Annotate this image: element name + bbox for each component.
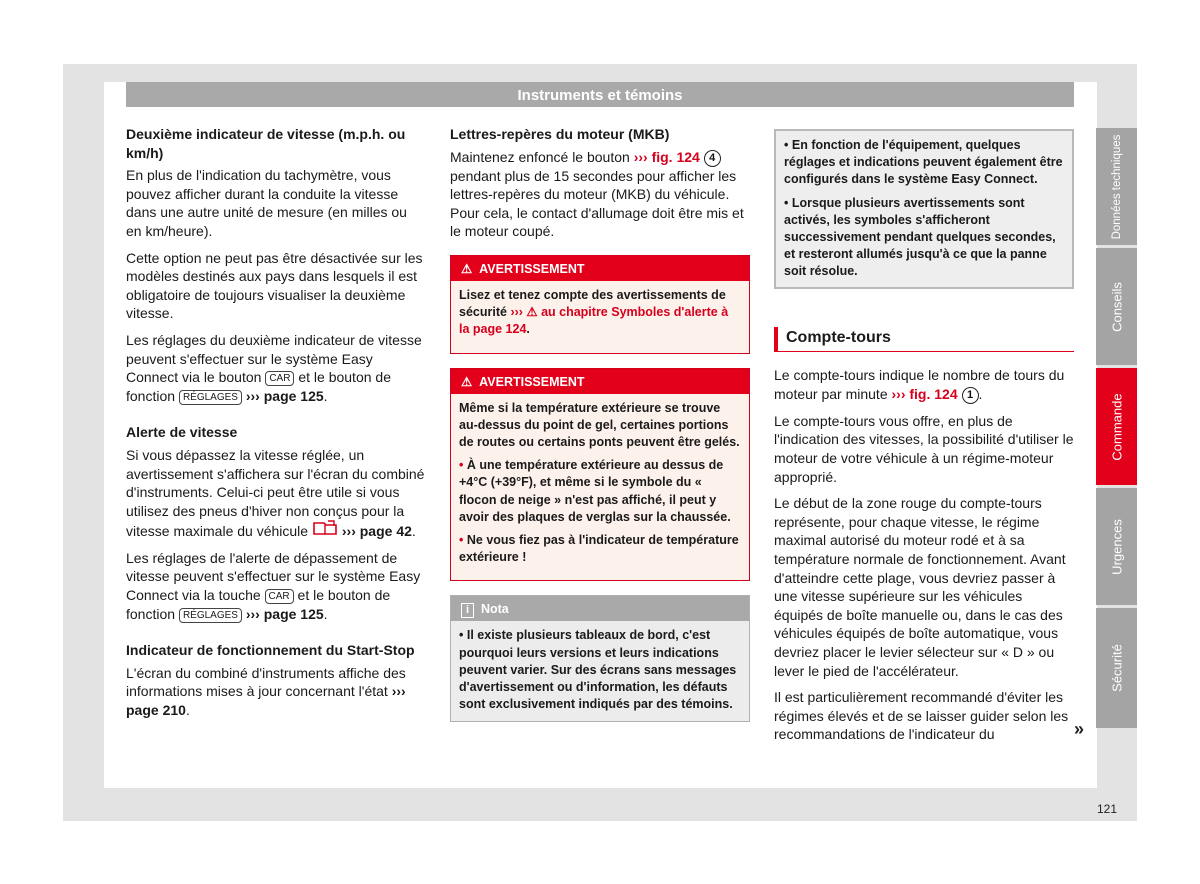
section-title: Compte-tours: [774, 327, 1074, 353]
car-key-icon: CAR: [265, 371, 294, 386]
column-3: [774, 125, 1074, 752]
column-1: [126, 125, 426, 728]
warning-body: Lisez et tenez compte des avertissements de sécurité ››› ⚠ au chapitre Symboles d'alerte à la page 124.: [459, 287, 729, 337]
heading-speed-alert: Alerte de vitesse: [126, 424, 238, 441]
warning-box-2: [450, 368, 750, 582]
paragraph: Le compte-tours indique le nombre de tours du moteur par minute ››› fig. 124 1 .: [774, 367, 1065, 402]
settings-key-icon: RÉGLAGES: [179, 608, 242, 623]
bullet-icon: •: [784, 195, 789, 210]
chapter-reference-link[interactable]: ››› ⚠ au chapitre Symboles d'alerte à la page 124: [459, 305, 729, 337]
note-box: [450, 595, 750, 722]
paragraph: Cette option ne peut pas être désactivée sur les modèles destinés aux pays dans lesquels il est obligatoire de toujours visualiser la deuxième vitesse.: [126, 249, 423, 322]
warning-triangle-icon: ⚠: [461, 374, 473, 389]
callout-number: 1: [962, 387, 979, 404]
paragraph: Maintenez enfoncé le bouton ››› fig. 124 4 pendant plus de 15 secondes pour afficher les lettres-repères du moteur (MKB) du véhicule. Pour cela, le contact d'allumage doit être mis et le moteur coupé.: [450, 148, 744, 240]
bullet-icon: •: [459, 533, 464, 547]
paragraph: Les réglages de l'alerte de dépassement de vitesse peuvent s'effectuer sur le système Easy Connect via la touche CAR et le bouton de fonction RÉGLAGES ››› page 125.: [126, 549, 421, 622]
settings-key-icon: RÉGLAGES: [179, 390, 242, 405]
paragraph: Les réglages du deuxième indicateur de vitesse peuvent s'effectuer sur le système Easy Connect via le bouton CAR et le bouton de fonction RÉGLAGES ››› page 125.: [126, 331, 422, 404]
callout-number: 4: [704, 150, 721, 167]
bullet-icon: •: [459, 628, 464, 643]
paragraph: Si vous dépassez la vitesse réglée, un avertissement s'affichera sur l'écran du combiné d'instruments. Celui-ci peut être utile si vous utilisez des pneus d'hiver non conçus pour la vitesse maximale du véhicule ››› page 42.: [126, 446, 425, 540]
paragraph: En plus de l'indication du tachymètre, vous pouvez afficher durant la conduite la vitesse dans une autre unité de mesure (en milles ou en km/heure).: [126, 167, 407, 239]
paragraph: Le compte-tours vous offre, en plus de l'indication des vitesses, la possibilité d'utiliser le moteur de votre véhicule à un régime-moteur approprié.: [774, 412, 1074, 485]
paragraph: Le début de la zone rouge du compte-tours représente, pour chaque vitesse, le régime maximal autorisé du moteur rodé et à sa température normale de fonctionnement. Avant d'atteindre cette plage, vous devriez passer à une vitesse supérieure sur les véhicules équipés de boîte manuelle ou, dans le cas des véhicules équipés de boîte automatique, vous devriez placer le levier sélecteur sur « D » ou lever le pied de l'accélérateur.: [774, 495, 1066, 679]
page-number: 121: [1097, 802, 1118, 816]
tab-technical-data[interactable]: Données techniques: [1096, 128, 1137, 245]
warning-header: ⚠ AVERTISSEMENT: [451, 369, 749, 394]
paragraph: Il est particulièrement recommandé d'éviter les régimes élevés et de se laisser guider selon les recommandations de l'indicateur du: [774, 689, 1069, 743]
tab-operation[interactable]: Commande: [1096, 368, 1137, 485]
car-key-icon: CAR: [265, 589, 294, 604]
paragraph: L'écran du combiné d'instruments affiche des informations mises à jour concernant l'état ››› page 210.: [126, 664, 406, 719]
book-reference-icon: [312, 520, 338, 541]
note-body: • Il existe plusieurs tableaux de bord, c'est pourquoi leurs versions et leurs indications peuvent varier. Sur des écrans sans messages d'avertissement ou d'information, les défauts sont exclusivement indiqués par des témoins.: [459, 628, 737, 712]
bullet-icon: •: [459, 458, 464, 473]
figure-reference-link[interactable]: ››› fig. 124: [633, 148, 700, 165]
note-header: i Nota: [451, 596, 749, 621]
tab-advice[interactable]: Conseils: [1096, 248, 1137, 365]
warning-triangle-icon: ⚠: [461, 261, 473, 276]
tab-safety[interactable]: Sécurité: [1096, 608, 1137, 728]
bullet-icon: •: [784, 138, 789, 152]
warning-header: ⚠ AVERTISSEMENT: [451, 256, 749, 281]
column-2: [450, 125, 750, 722]
warning-box-1: [450, 255, 750, 354]
page-reference-link[interactable]: ››› page 42: [341, 523, 412, 540]
info-icon: i: [461, 603, 474, 618]
page-reference-link[interactable]: ››› page 210: [126, 683, 406, 719]
heading-engine-code: Lettres-repères du moteur (MKB): [450, 126, 670, 142]
continue-arrow-icon: »: [1074, 719, 1085, 739]
tab-emergencies[interactable]: Urgences: [1096, 488, 1137, 605]
warning-body: Même si la température extérieure se trouve au-dessus du point de gel, certaines portions de routes ou certains ponts peuvent être gelés. • À une température extérieure au dessus de +4°C (+39°F), et même si le symbole du « flocon de neige » n'est pas affiché, il peut y avoir des plaques de verglas sur la chaussée. • Ne vous fiez pas à l'indicateur de température extérieure !: [459, 400, 740, 565]
page-header: Instruments et témoins: [126, 82, 1074, 107]
note-continuation-box: • En fonction de l'équipement, quelques réglages et indications peuvent également être configurés dans le système Easy Connect. • Lorsque plusieurs avertissements sont activés, les symboles s'afficheront successivement pendant quelques secondes, et resteront allumés jusqu'à ce que la panne soit résolue.: [774, 129, 1074, 289]
page-reference-link[interactable]: ››› page 125: [245, 605, 324, 622]
page-reference-link[interactable]: ››› page 125: [245, 387, 324, 404]
heading-second-speed: Deuxième indicateur de vitesse (m.p.h. ou km/h): [126, 126, 406, 161]
heading-start-stop: Indicateur de fonctionnement du Start-Stop: [126, 642, 415, 659]
figure-reference-link[interactable]: ››› fig. 124: [891, 385, 958, 402]
